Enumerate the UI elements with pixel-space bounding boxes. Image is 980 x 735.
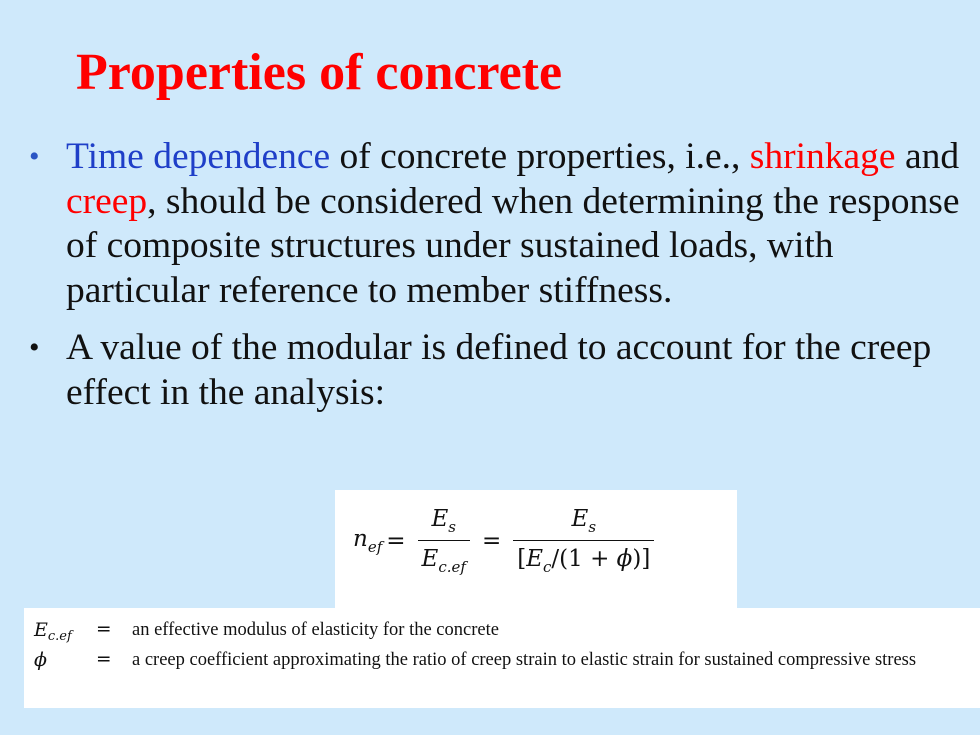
definition-equals: = [96,619,112,640]
definition-equals: = [96,649,112,670]
highlight-shrinkage: shrinkage [749,136,896,177]
fraction-numerator: $E_s$ [571,506,597,536]
fraction-numerator: $E_s$ [431,506,456,536]
slide-title: Properties of concrete [76,44,563,101]
definition-text: a creep coefficient approximating the ratio of creep strain to elastic strain for sustained compressive stress [132,650,917,670]
formula-image [335,490,737,608]
equals-sign: = [481,528,502,554]
formula-lhs: $n_{ef}$ [353,526,383,556]
highlight-creep: creep [66,180,148,222]
modular-ratio-equation [353,506,662,576]
definition-symbol: $E_{c.ef}$ [34,619,72,644]
bullet-list [27,135,967,415]
bullet-text: A value of the modular is defined to account for the creep effect in the analysis: [66,327,932,413]
definition-phi [34,648,980,679]
bullet-dot-icon: • [29,331,40,364]
fraction-denominator: $E_{c.ef}$ [418,540,470,576]
definitions-image [24,608,980,708]
equals-sign: = [386,528,406,554]
bullet-time-dependence [27,135,967,313]
bullet-modular-ratio [27,326,967,415]
bullet-text: , should be considered when determining the response of composite structures under sustained loads, with particular reference to member stiffness. [66,180,960,311]
fraction-es-over-ec-phi [513,506,654,576]
fraction-denominator: $[E_c/(1 + \phi)]$ [513,540,654,576]
bullet-dot-icon: • [29,140,40,173]
definition-symbol: ϕ [34,649,47,671]
fraction-es-over-ecef [418,506,470,576]
definition-text: an effective modulus of elasticity for the concrete [132,620,499,640]
bullet-text: of concrete properties, i.e., [330,136,750,177]
definition-ecef [34,618,980,649]
highlight-time-dependence: Time dependence [66,136,331,177]
bullet-text: and [895,136,960,177]
